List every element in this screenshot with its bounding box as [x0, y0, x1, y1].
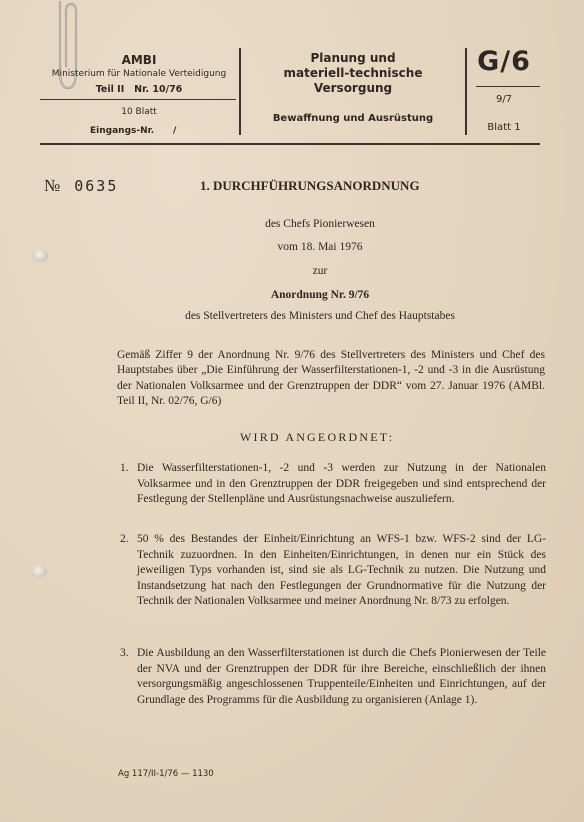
decree-heading: WIRD ANGEORDNET:	[240, 430, 395, 444]
header-right	[468, 40, 540, 143]
footer-reference: Ag 117/II-1/76 — 1130	[118, 769, 214, 779]
punch-hole-icon	[31, 565, 47, 578]
subject-line: Versorgung	[313, 81, 393, 95]
subject-line: materiell-technische	[283, 66, 423, 80]
item-number: 1.	[120, 462, 129, 474]
number-label: №	[44, 176, 61, 195]
sheet-count: 10 Blatt	[121, 107, 157, 117]
list-item	[120, 461, 546, 508]
item-number: 2.	[120, 533, 129, 545]
document-header	[40, 40, 540, 145]
divider	[476, 86, 540, 87]
subject-line: Planung und	[310, 51, 396, 65]
punch-hole-icon	[32, 249, 48, 262]
title-line: vom 18. Mai 1976	[277, 241, 363, 253]
ministry-name: Ministerium für Nationale Verteidigung	[51, 69, 227, 79]
title-line: Anordnung Nr. 9/76	[270, 289, 370, 301]
category: Bewaffnung und Ausrüstung	[272, 113, 434, 124]
divider	[239, 48, 241, 135]
reference-fraction: 9/7	[495, 94, 513, 105]
list-item	[120, 646, 546, 708]
item-text: Die Ausbildung an den Wasserfilterstationen ist durch die Chefs Pionierwesen der Teile der NVA und der Grenztruppen der DDR für ihre Bereiche, einschließlich der ihnen versorgungsmäßig angeschlossenen Truppenteile/Einheiten und Einrichtungen, auf der Grundlage des Programms für die Ausbildung zu organisieren (Anlage 1).	[137, 647, 546, 706]
header-left	[40, 40, 238, 143]
part-number: Teil II Nr. 10/76	[95, 84, 183, 95]
item-number: 3.	[120, 647, 129, 659]
sheet-number: Blatt 1	[487, 122, 521, 133]
classification-code: G/6	[477, 46, 531, 77]
item-text: 50 % des Bestandes der Einheit/Einrichtung an WFS-1 bzw. WFS-2 sind der LG-Technik zuzuordnen. In den Einheiten/Einrichtungen, in denen nur ein Stück des jeweiligen Typs vorhanden ist, sind sie als LG-Technik zu nutzen. Die Nutzung und Instandsetzung hat nach den Festlegungen der Grundnormative für die Nutzung der Technik der Nationalen Volksarmee und meiner Anordnung Nr. 8/73 zu erfolgen.	[137, 533, 546, 608]
title-line: zur	[312, 265, 328, 277]
item-text: Die Wasserfilterstationen-1, -2 und -3 werden zur Nutzung in der Nationalen Volksarmee und in den Grenztruppen der DDR freigegeben und sind entsprechend der Festlegung der Stellenpläne und Ausrüstungsnachweise auszuliefern.	[137, 462, 546, 506]
ambi-title: AMBI	[121, 53, 157, 67]
document-title: 1. DURCHFÜHRUNGSANORDNUNG	[200, 178, 420, 193]
receipt-number: Eingangs-Nr. /	[90, 126, 177, 136]
subject	[243, 51, 463, 96]
header-rule	[40, 143, 540, 145]
header-middle	[243, 40, 463, 143]
list-item	[120, 532, 546, 610]
divider	[40, 99, 236, 100]
divider	[465, 48, 467, 135]
title-line: des Chefs Pionierwesen	[265, 218, 375, 230]
number-value: 0635	[74, 177, 119, 195]
intro-paragraph: Gemäß Ziffer 9 der Anordnung Nr. 9/76 des Stellvertreters des Ministers und Chef des Hauptstabes über „Die Einführung der Wasserfilterstationen-1, -2 und -3 in die Ausrüstung der Nationalen Volksarmee und der Grenztruppen der DDR“ vom 27. Januar 1976 (AMBl. Teil II, Nr. 02/76, G/6)	[117, 349, 545, 407]
document-number	[44, 176, 118, 196]
title-line: des Stellvertreters des Ministers und Chef des Hauptstabes	[185, 310, 455, 322]
